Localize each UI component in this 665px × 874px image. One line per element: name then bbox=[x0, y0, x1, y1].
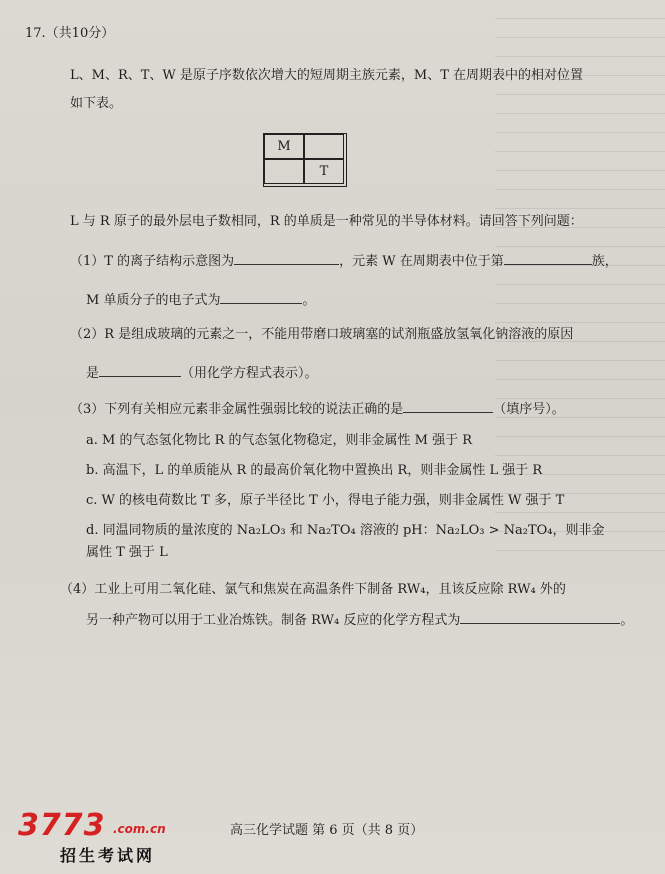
q1-text-d: M 单质分子的电子式为 bbox=[86, 293, 221, 308]
q2-text-c: （用化学方程式表示）。 bbox=[181, 366, 318, 381]
intro-line-3: L 与 R 原子的最外层电子数相同，R 的单质是一种常见的半导体材料。请回答下列问题： bbox=[70, 214, 583, 229]
watermark-logo-subtitle: 招生考试网 bbox=[60, 846, 156, 865]
q3-option-c: c. W 的核电荷数比 T 多，原子半径比 T 小，得电子能力强，则非金属性 W 强于 T bbox=[86, 493, 565, 508]
q1-line-2 bbox=[86, 291, 315, 309]
table-cell-t: T bbox=[304, 159, 344, 184]
q1-text-b: ，元素 W 在周期表中位于第 bbox=[339, 254, 504, 269]
q3-option-b: b. 高温下，L 的单质能从 R 的最高价氧化物中置换出 R，则非金属性 L 强于 R bbox=[86, 463, 543, 478]
answer-blank[interactable] bbox=[99, 364, 181, 377]
q3-option-d-line-2: 属性 T 强于 L bbox=[86, 545, 168, 560]
q2-line-1: （2）R 是组成玻璃的元素之一，不能用带磨口玻璃塞的试剂瓶盛放氢氧化钠溶液的原因 bbox=[70, 327, 574, 342]
q1-text-e: 。 bbox=[302, 293, 316, 308]
table-cell-m: M bbox=[264, 134, 304, 159]
answer-blank[interactable] bbox=[403, 400, 493, 413]
q4-text-b: 另一种产物可以用于工业冶炼铁。制备 RW₄ 反应的化学方程式为 bbox=[86, 613, 461, 628]
answer-blank[interactable] bbox=[220, 291, 302, 304]
periodic-position-table bbox=[263, 133, 347, 187]
intro-line-1: L、M、R、T、W 是原子序数依次增大的短周期主族元素，M、T 在周期表中的相对位置 bbox=[70, 68, 584, 83]
q4-text-c: 。 bbox=[620, 613, 634, 628]
page-footer: 高三化学试题 第 6 页（共 8 页） bbox=[230, 823, 424, 838]
q1-text-c: 族， bbox=[591, 254, 618, 269]
q4-line-1: （4）工业上可用二氧化硅、氯气和焦炭在高温条件下制备 RW₄，且该反应除 RW₄ 外的 bbox=[60, 582, 566, 597]
q3-line-1 bbox=[70, 400, 565, 418]
q1-text-a: （1）T 的离子结构示意图为 bbox=[70, 254, 235, 269]
intro-line-2: 如下表。 bbox=[70, 96, 123, 111]
q3-option-d-line-1: d. 同温同物质的量浓度的 Na₂LO₃ 和 Na₂TO₄ 溶液的 pH：Na₂LO₃ > Na₂TO₄，则非金 bbox=[86, 523, 605, 538]
q3-option-a: a. M 的气态氢化物比 R 的气态氢化物稳定，则非金属性 M 强于 R bbox=[86, 433, 473, 448]
table-cell-empty-1 bbox=[304, 134, 344, 159]
q2-line-2 bbox=[86, 364, 318, 382]
question-header: 17.（共10分） bbox=[25, 26, 115, 41]
answer-blank[interactable] bbox=[234, 252, 339, 265]
q3-text-a: （3）下列有关相应元素非金属性强弱比较的说法正确的是 bbox=[70, 402, 404, 417]
table-cell-empty-2 bbox=[264, 159, 304, 184]
watermark-logo-domain: .com.cn bbox=[113, 822, 166, 836]
answer-blank[interactable] bbox=[504, 252, 592, 265]
q4-line-2 bbox=[86, 611, 633, 629]
q3-text-b: （填序号）。 bbox=[493, 402, 565, 417]
watermark-logo-number: 3773 bbox=[18, 808, 106, 843]
answer-blank[interactable] bbox=[460, 611, 620, 624]
q2-text-b: 是 bbox=[86, 366, 100, 381]
q1-line-1 bbox=[70, 252, 618, 270]
